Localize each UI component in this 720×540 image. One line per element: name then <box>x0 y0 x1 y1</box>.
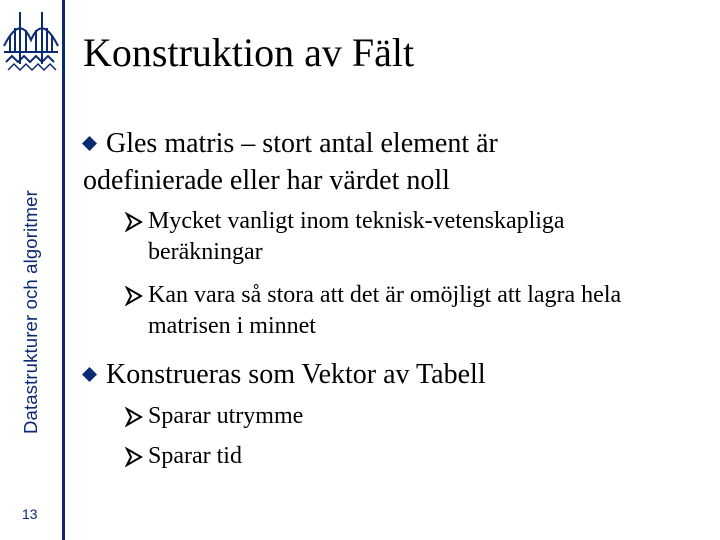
sub-bullet-item <box>148 441 242 472</box>
slide-title: Konstruktion av Fält <box>83 30 415 75</box>
bullet-text-line: Gles matris – stort antal element är <box>106 128 498 159</box>
sub-bullet-item <box>148 280 621 342</box>
page-number: 13 <box>22 506 38 522</box>
bullet-item <box>106 128 498 160</box>
arrow-bullet-icon <box>124 447 144 467</box>
course-title-vertical: Datastrukturer och algoritmer <box>20 190 41 434</box>
sub-bullet-item <box>148 401 303 432</box>
sub-bullet-text-continuation: matrisen i minnet <box>148 313 316 339</box>
sub-bullet-text: Mycket vanligt inom teknisk-vetenskapliga <box>148 208 565 234</box>
arrow-bullet-icon <box>124 212 144 232</box>
sub-bullet-text: Sparar tid <box>148 443 242 469</box>
sub-bullet-text: Kan vara så stora att det är omöjligt att lagra hela <box>148 282 622 308</box>
arrow-bullet-icon <box>124 407 144 427</box>
sub-bullet-text-continuation: beräkningar <box>148 239 263 265</box>
sub-bullet-item <box>148 206 565 268</box>
sidebar-divider <box>62 0 65 540</box>
arrow-bullet-icon <box>124 286 144 306</box>
sub-bullet-text: Sparar utrymme <box>148 403 304 429</box>
diamond-bullet-icon <box>82 136 97 151</box>
bullet-text-line: Konstrueras som Vektor av Tabell <box>106 359 486 390</box>
sidebar <box>0 0 64 540</box>
diamond-bullet-icon <box>82 367 97 382</box>
bullet-text-continuation: odefinierade eller har värdet noll <box>83 165 450 196</box>
bullet-item <box>106 359 486 391</box>
bridge-logo-icon <box>2 6 60 74</box>
